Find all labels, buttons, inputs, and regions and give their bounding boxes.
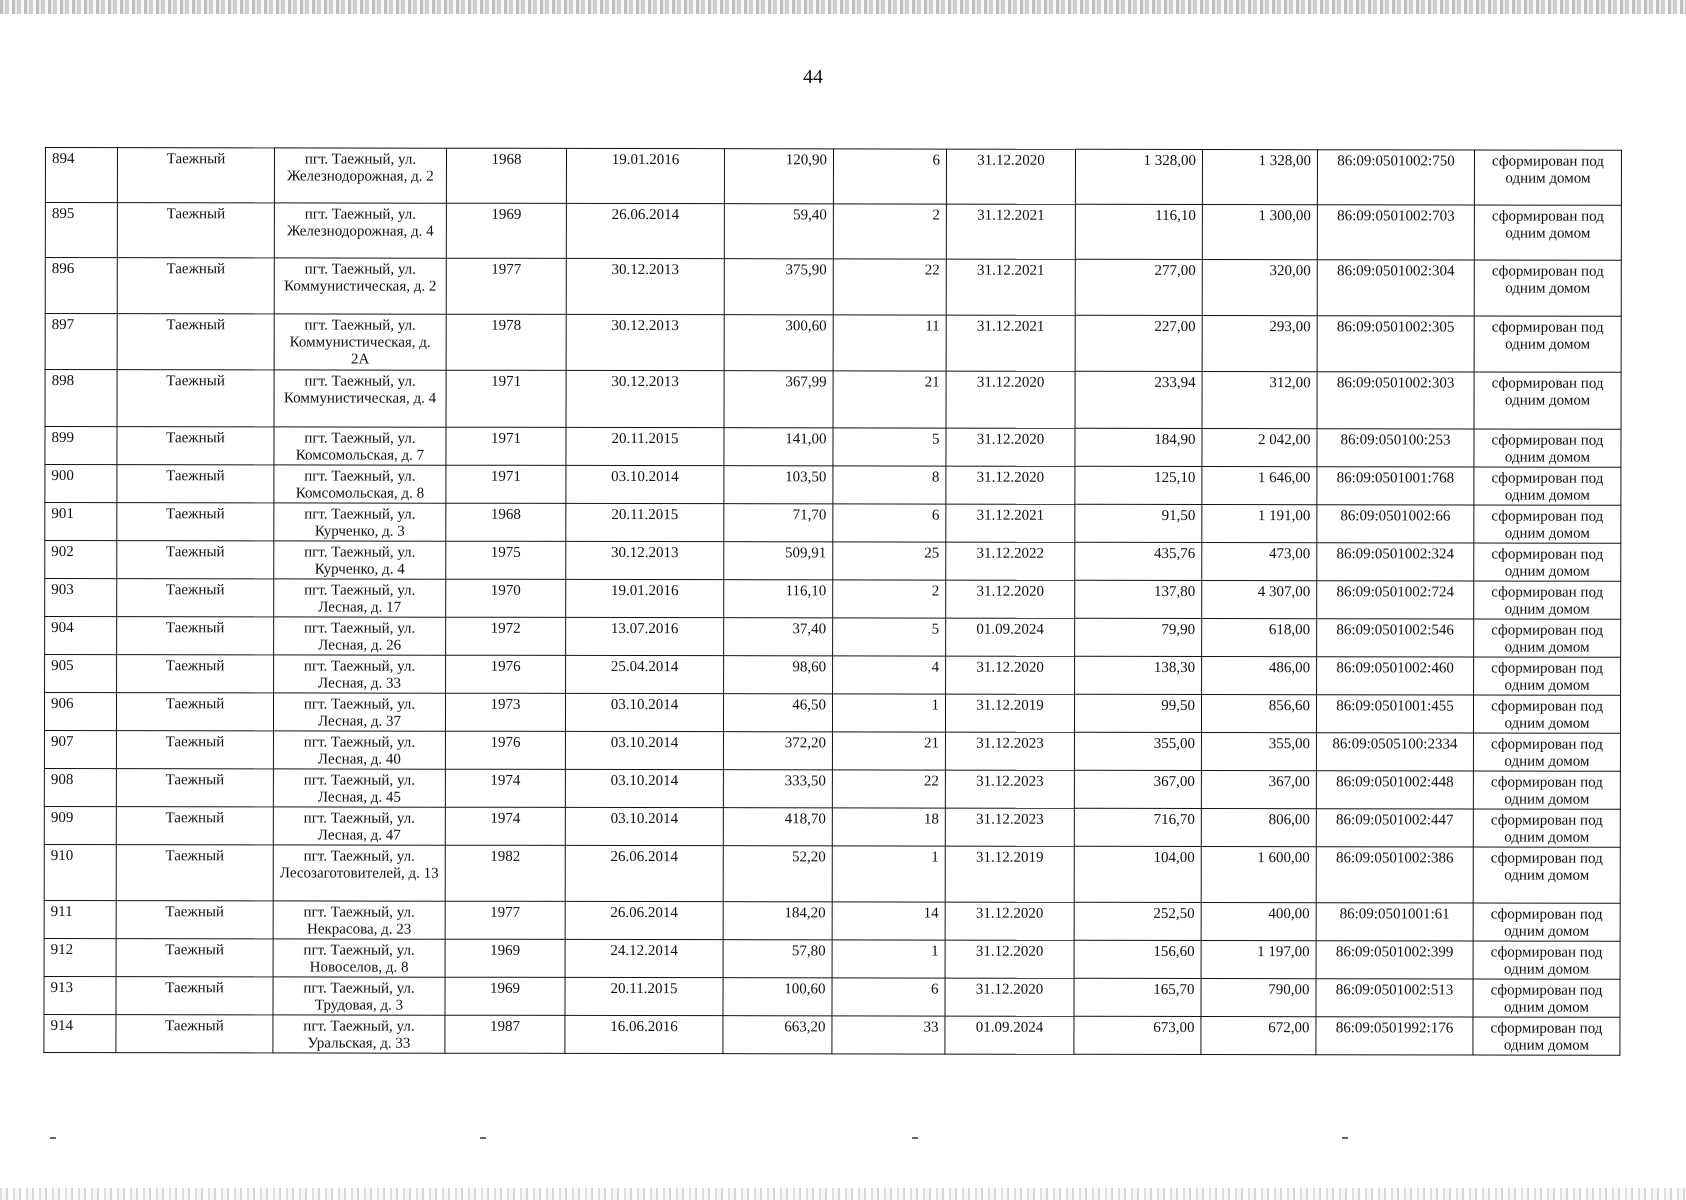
- note-cell: сформирован под одним домом: [1473, 979, 1620, 1017]
- note-cell: сформирован под одним домом: [1474, 543, 1621, 581]
- area-cell: 509,91: [724, 542, 833, 580]
- year-cell: 1968: [446, 503, 566, 541]
- row-number: 903: [45, 579, 117, 617]
- row-number: 898: [45, 370, 117, 427]
- date-cell: 30.12.2013: [566, 370, 724, 427]
- row-number: 896: [45, 258, 117, 314]
- value1-cell: 79,90: [1075, 618, 1202, 656]
- scan-edge-top: [0, 0, 1686, 14]
- value1-cell: 138,30: [1075, 656, 1202, 694]
- value2-cell: 856,60: [1201, 695, 1316, 733]
- cadastral-number-cell: 86:09:0501001:455: [1316, 695, 1473, 733]
- row-number: 902: [45, 541, 117, 579]
- area-cell: 46,50: [723, 694, 832, 732]
- cadastral-number-cell: 86:09:0501002:750: [1317, 150, 1474, 205]
- year-cell: 1970: [446, 579, 566, 617]
- note-cell: сформирован под одним домом: [1474, 505, 1621, 543]
- note-cell: сформирован под одним домом: [1474, 467, 1621, 505]
- year-cell: 1987: [445, 1015, 565, 1053]
- row-number: 904: [45, 617, 117, 655]
- value1-cell: 227,00: [1075, 315, 1202, 371]
- cadastral-number-cell: 86:09:0501002:399: [1316, 941, 1473, 979]
- note-cell: сформирован под одним домом: [1474, 316, 1621, 372]
- date-cell: 26.06.2014: [566, 203, 724, 258]
- note-cell: сформирован под одним домом: [1474, 260, 1621, 316]
- residents-cell: 5: [833, 618, 946, 656]
- row-number: 913: [44, 976, 116, 1014]
- area-cell: 103,50: [724, 466, 833, 504]
- note-cell: сформирован под одним домом: [1473, 1017, 1620, 1055]
- planned-date-cell: 31.12.2020: [945, 940, 1074, 978]
- value1-cell: 99,50: [1074, 694, 1201, 732]
- page-number: 44: [803, 66, 823, 88]
- year-cell: 1974: [445, 807, 565, 845]
- planned-date-cell: 31.12.2020: [946, 428, 1075, 466]
- row-number: 908: [44, 768, 116, 806]
- address-cell: пгт. Таежный, ул. Лесная, д. 40: [273, 731, 445, 769]
- table-row: [44, 1014, 1620, 1055]
- address-cell: пгт. Таежный, ул. Коммунистическая, д. 2: [274, 258, 446, 314]
- year-cell: 1969: [446, 203, 566, 258]
- value1-cell: 104,00: [1074, 846, 1201, 902]
- value2-cell: 672,00: [1201, 1017, 1316, 1055]
- date-cell: 03.10.2014: [565, 807, 723, 845]
- note-cell: сформирован под одним домом: [1473, 695, 1620, 733]
- table-row: [45, 148, 1621, 206]
- cadastral-number-cell: 86:09:0501002:386: [1316, 847, 1473, 903]
- value1-cell: 277,00: [1075, 259, 1202, 315]
- row-number: 910: [44, 844, 116, 900]
- table-row: [44, 900, 1620, 941]
- row-number: 901: [45, 503, 117, 541]
- cadastral-number-cell: 86:09:0501001:768: [1317, 467, 1474, 505]
- area-cell: 120,90: [724, 149, 833, 204]
- value1-cell: 125,10: [1075, 466, 1202, 504]
- year-cell: 1975: [446, 541, 566, 579]
- value2-cell: 1 191,00: [1202, 505, 1317, 543]
- settlement-cell: Таежный: [116, 901, 273, 939]
- settlement-cell: Таежный: [117, 655, 274, 693]
- cadastral-number-cell: 86:09:0501002:724: [1317, 581, 1474, 619]
- row-number: 909: [44, 806, 116, 844]
- address-cell: пгт. Таежный, ул. Комсомольская, д. 7: [274, 427, 446, 465]
- value2-cell: 2 042,00: [1202, 429, 1317, 467]
- area-cell: 367,99: [724, 371, 833, 428]
- value2-cell: 486,00: [1202, 657, 1317, 695]
- value2-cell: 806,00: [1201, 809, 1316, 847]
- planned-date-cell: 31.12.2020: [945, 902, 1074, 940]
- table-row: [45, 655, 1621, 696]
- table-row: [44, 938, 1620, 979]
- scan-mark: [1342, 1137, 1348, 1139]
- date-cell: 03.10.2014: [565, 731, 723, 769]
- planned-date-cell: 31.12.2022: [946, 542, 1075, 580]
- settlement-cell: Таежный: [116, 731, 273, 769]
- cadastral-number-cell: 86:09:0501002:447: [1316, 809, 1473, 847]
- cadastral-number-cell: 86:09:050100:253: [1317, 429, 1474, 467]
- value2-cell: 355,00: [1201, 733, 1316, 771]
- settlement-cell: Таежный: [116, 845, 273, 901]
- date-cell: 30.12.2013: [566, 541, 724, 579]
- address-cell: пгт. Таежный, ул. Лесозаготовителей, д. 13: [273, 845, 445, 901]
- area-cell: 59,40: [724, 204, 833, 259]
- planned-date-cell: 01.09.2024: [946, 618, 1075, 656]
- row-number: 894: [45, 148, 117, 203]
- residents-cell: 2: [833, 204, 946, 259]
- residents-cell: 11: [833, 315, 946, 371]
- value2-cell: 1 600,00: [1201, 847, 1316, 903]
- area-cell: 57,80: [723, 940, 832, 978]
- address-cell: пгт. Таежный, ул. Комсомольская, д. 8: [274, 465, 446, 503]
- settlement-cell: Таежный: [117, 148, 274, 203]
- table-row: [45, 579, 1621, 620]
- settlement-cell: Таежный: [117, 203, 274, 258]
- address-cell: пгт. Таежный, ул. Лесная, д. 45: [273, 769, 445, 807]
- area-cell: 184,20: [723, 902, 832, 940]
- cadastral-number-cell: 86:09:0501002:513: [1316, 979, 1473, 1017]
- note-cell: сформирован под одним домом: [1473, 847, 1620, 903]
- year-cell: 1971: [446, 427, 566, 465]
- residents-cell: 4: [833, 656, 946, 694]
- planned-date-cell: 31.12.2021: [946, 204, 1075, 259]
- planned-date-cell: 01.09.2024: [945, 1016, 1074, 1054]
- residents-cell: 6: [833, 504, 946, 542]
- row-number: 895: [45, 203, 117, 258]
- date-cell: 20.11.2015: [566, 503, 724, 541]
- note-cell: сформирован под одним домом: [1473, 771, 1620, 809]
- scan-mark: [912, 1137, 918, 1139]
- value2-cell: 618,00: [1202, 619, 1317, 657]
- planned-date-cell: 31.12.2021: [946, 259, 1075, 315]
- value1-cell: 1 328,00: [1075, 149, 1202, 204]
- year-cell: 1968: [446, 148, 566, 203]
- row-number: 911: [44, 900, 116, 938]
- planned-date-cell: 31.12.2019: [945, 694, 1074, 732]
- note-cell: сформирован под одним домом: [1474, 581, 1621, 619]
- settlement-cell: Таежный: [116, 807, 273, 845]
- address-cell: пгт. Таежный, ул. Трудовая, д. 3: [273, 977, 445, 1015]
- cadastral-number-cell: 86:09:0505100:2334: [1316, 733, 1473, 771]
- date-cell: 20.11.2015: [565, 977, 723, 1015]
- value1-cell: 367,00: [1074, 770, 1201, 808]
- residents-cell: 21: [833, 371, 946, 428]
- planned-date-cell: 31.12.2019: [945, 846, 1074, 902]
- value2-cell: 473,00: [1202, 543, 1317, 581]
- settlement-cell: Таежный: [116, 939, 273, 977]
- settlement-cell: Таежный: [117, 427, 274, 465]
- value2-cell: 367,00: [1201, 771, 1316, 809]
- settlement-cell: Таежный: [117, 258, 274, 314]
- planned-date-cell: 31.12.2023: [945, 808, 1074, 846]
- year-cell: 1971: [446, 370, 566, 427]
- area-cell: 98,60: [724, 656, 833, 694]
- table-row: [44, 806, 1620, 847]
- cadastral-number-cell: 86:09:0501992:176: [1316, 1017, 1473, 1055]
- registry-table: [43, 147, 1622, 1056]
- area-cell: 116,10: [724, 580, 833, 618]
- date-cell: 30.12.2013: [566, 314, 724, 370]
- cadastral-number-cell: 86:09:0501002:546: [1317, 619, 1474, 657]
- settlement-cell: Таежный: [116, 1015, 273, 1053]
- date-cell: 19.01.2016: [566, 579, 724, 617]
- table-row: [45, 203, 1621, 261]
- year-cell: 1969: [445, 939, 565, 977]
- address-cell: пгт. Таежный, ул. Новоселов, д. 8: [273, 939, 445, 977]
- row-number: 905: [45, 655, 117, 693]
- table-row: [45, 427, 1621, 468]
- row-number: 912: [44, 938, 116, 976]
- residents-cell: 14: [832, 902, 945, 940]
- note-cell: сформирован под одним домом: [1474, 372, 1621, 429]
- year-cell: 1978: [446, 314, 566, 370]
- note-cell: сформирован под одним домом: [1474, 657, 1621, 695]
- year-cell: 1977: [445, 901, 565, 939]
- area-cell: 418,70: [723, 808, 832, 846]
- note-cell: сформирован под одним домом: [1473, 809, 1620, 847]
- value1-cell: 716,70: [1074, 808, 1201, 846]
- settlement-cell: Таежный: [116, 769, 273, 807]
- planned-date-cell: 31.12.2021: [946, 504, 1075, 542]
- residents-cell: 6: [833, 149, 946, 204]
- address-cell: пгт. Таежный, ул. Лесная, д. 37: [273, 693, 445, 731]
- area-cell: 333,50: [723, 770, 832, 808]
- value1-cell: 116,10: [1075, 204, 1202, 259]
- value1-cell: 252,50: [1074, 902, 1201, 940]
- value1-cell: 137,80: [1075, 580, 1202, 618]
- settlement-cell: Таежный: [117, 541, 274, 579]
- row-number: 900: [45, 465, 117, 503]
- note-cell: сформирован под одним домом: [1473, 941, 1620, 979]
- area-cell: 300,60: [724, 315, 833, 371]
- cadastral-number-cell: 86:09:0501002:460: [1317, 657, 1474, 695]
- table-row: [45, 503, 1621, 544]
- row-number: 897: [45, 314, 117, 370]
- row-number: 907: [44, 731, 116, 769]
- value2-cell: 312,00: [1202, 372, 1317, 429]
- value2-cell: 1 300,00: [1202, 205, 1317, 260]
- address-cell: пгт. Таежный, ул. Железнодорожная, д. 4: [274, 203, 446, 258]
- note-cell: сформирован под одним домом: [1474, 429, 1621, 467]
- value2-cell: 4 307,00: [1202, 581, 1317, 619]
- value1-cell: 165,70: [1074, 978, 1201, 1016]
- year-cell: 1974: [445, 769, 565, 807]
- value1-cell: 233,94: [1075, 371, 1202, 428]
- date-cell: 19.01.2016: [566, 148, 724, 203]
- table-row: [45, 465, 1621, 506]
- scan-mark: [480, 1137, 486, 1139]
- date-cell: 25.04.2014: [566, 655, 724, 693]
- cadastral-number-cell: 86:09:0501002:304: [1317, 260, 1474, 316]
- planned-date-cell: 31.12.2020: [946, 466, 1075, 504]
- address-cell: пгт. Таежный, ул. Курченко, д. 4: [274, 541, 446, 579]
- address-cell: пгт. Таежный, ул. Уральская, д. 33: [273, 1015, 445, 1053]
- row-number: 906: [44, 693, 116, 731]
- planned-date-cell: 31.12.2020: [945, 978, 1074, 1016]
- planned-date-cell: 31.12.2020: [946, 656, 1075, 694]
- note-cell: сформирован под одним домом: [1473, 733, 1620, 771]
- settlement-cell: Таежный: [117, 370, 274, 427]
- residents-cell: 22: [832, 770, 945, 808]
- row-number: 899: [45, 427, 117, 465]
- planned-date-cell: 31.12.2020: [946, 371, 1075, 428]
- note-cell: сформирован под одним домом: [1474, 205, 1621, 260]
- planned-date-cell: 31.12.2020: [946, 580, 1075, 618]
- address-cell: пгт. Таежный, ул. Курченко, д. 3: [274, 503, 446, 541]
- table-row: [44, 768, 1620, 809]
- residents-cell: 25: [833, 542, 946, 580]
- year-cell: 1977: [446, 258, 566, 314]
- settlement-cell: Таежный: [117, 503, 274, 541]
- value1-cell: 184,90: [1075, 428, 1202, 466]
- year-cell: 1969: [445, 977, 565, 1015]
- table-row: [45, 258, 1621, 317]
- date-cell: 20.11.2015: [566, 427, 724, 465]
- settlement-cell: Таежный: [117, 465, 274, 503]
- area-cell: 100,60: [723, 978, 832, 1016]
- planned-date-cell: 31.12.2023: [945, 732, 1074, 770]
- date-cell: 30.12.2013: [566, 258, 724, 314]
- residents-cell: 2: [833, 580, 946, 618]
- cadastral-number-cell: 86:09:0501002:448: [1316, 771, 1473, 809]
- date-cell: 16.06.2016: [565, 1015, 723, 1053]
- year-cell: 1976: [446, 655, 566, 693]
- date-cell: 26.06.2014: [565, 901, 723, 939]
- value1-cell: 673,00: [1074, 1016, 1201, 1054]
- date-cell: 03.10.2014: [565, 693, 723, 731]
- address-cell: пгт. Таежный, ул. Лесная, д. 33: [274, 655, 446, 693]
- area-cell: 52,20: [723, 846, 832, 902]
- residents-cell: 21: [832, 732, 945, 770]
- date-cell: 13.07.2016: [566, 617, 724, 655]
- value2-cell: 400,00: [1201, 903, 1316, 941]
- area-cell: 372,20: [723, 732, 832, 770]
- cadastral-number-cell: 86:09:0501002:703: [1317, 205, 1474, 260]
- value2-cell: 790,00: [1201, 979, 1316, 1017]
- address-cell: пгт. Таежный, ул. Железнодорожная, д. 2: [274, 148, 446, 203]
- address-cell: пгт. Таежный, ул. Некрасова, д. 23: [273, 901, 445, 939]
- date-cell: 26.06.2014: [565, 845, 723, 901]
- table-row: [44, 844, 1620, 903]
- value1-cell: 91,50: [1075, 504, 1202, 542]
- date-cell: 24.12.2014: [565, 939, 723, 977]
- date-cell: 03.10.2014: [566, 465, 724, 503]
- table-row: [45, 617, 1621, 658]
- planned-date-cell: 31.12.2023: [945, 770, 1074, 808]
- cadastral-number-cell: 86:09:0501001:61: [1316, 903, 1473, 941]
- area-cell: 663,20: [723, 1016, 832, 1054]
- table-row: [45, 370, 1621, 430]
- value1-cell: 156,60: [1074, 940, 1201, 978]
- value2-cell: 1 328,00: [1202, 150, 1317, 205]
- residents-cell: 1: [832, 940, 945, 978]
- residents-cell: 8: [833, 466, 946, 504]
- area-cell: 375,90: [724, 259, 833, 315]
- residents-cell: 1: [832, 846, 945, 902]
- area-cell: 141,00: [724, 428, 833, 466]
- year-cell: 1971: [446, 465, 566, 503]
- scan-mark: [50, 1137, 56, 1139]
- planned-date-cell: 31.12.2020: [946, 149, 1075, 204]
- cadastral-number-cell: 86:09:0501002:305: [1317, 316, 1474, 372]
- area-cell: 37,40: [724, 618, 833, 656]
- value1-cell: 355,00: [1074, 732, 1201, 770]
- value2-cell: 1 197,00: [1201, 941, 1316, 979]
- cadastral-number-cell: 86:09:0501002:324: [1317, 543, 1474, 581]
- residents-cell: 33: [832, 1016, 945, 1054]
- year-cell: 1976: [445, 731, 565, 769]
- registry-rows: [44, 148, 1622, 1056]
- settlement-cell: Таежный: [117, 314, 274, 370]
- residents-cell: 22: [833, 259, 946, 315]
- address-cell: пгт. Таежный, ул. Коммунистическая, д. 2А: [274, 314, 446, 370]
- table-row: [44, 976, 1620, 1017]
- residents-cell: 18: [832, 808, 945, 846]
- date-cell: 03.10.2014: [565, 769, 723, 807]
- planned-date-cell: 31.12.2021: [946, 315, 1075, 371]
- note-cell: сформирован под одним домом: [1474, 150, 1621, 205]
- value2-cell: 1 646,00: [1202, 467, 1317, 505]
- value2-cell: 320,00: [1202, 260, 1317, 316]
- year-cell: 1982: [445, 845, 565, 901]
- row-number: 914: [44, 1014, 116, 1052]
- scan-edge-bottom: [0, 1188, 1686, 1200]
- address-cell: пгт. Таежный, ул. Лесная, д. 17: [274, 579, 446, 617]
- address-cell: пгт. Таежный, ул. Лесная, д. 26: [274, 617, 446, 655]
- settlement-cell: Таежный: [117, 579, 274, 617]
- address-cell: пгт. Таежный, ул. Лесная, д. 47: [273, 807, 445, 845]
- cadastral-number-cell: 86:09:0501002:66: [1317, 505, 1474, 543]
- residents-cell: 5: [833, 428, 946, 466]
- table-row: [45, 314, 1621, 373]
- table-row: [44, 693, 1620, 734]
- note-cell: сформирован под одним домом: [1473, 903, 1620, 941]
- address-cell: пгт. Таежный, ул. Коммунистическая, д. 4: [274, 370, 446, 427]
- note-cell: сформирован под одним домом: [1474, 619, 1621, 657]
- residents-cell: 1: [832, 694, 945, 732]
- value2-cell: 293,00: [1202, 316, 1317, 372]
- table-row: [45, 541, 1621, 582]
- settlement-cell: Таежный: [117, 617, 274, 655]
- year-cell: 1972: [446, 617, 566, 655]
- table-row: [44, 731, 1620, 772]
- area-cell: 71,70: [724, 504, 833, 542]
- residents-cell: 6: [832, 978, 945, 1016]
- value1-cell: 435,76: [1075, 542, 1202, 580]
- settlement-cell: Таежный: [116, 693, 273, 731]
- settlement-cell: Таежный: [116, 977, 273, 1015]
- year-cell: 1973: [445, 693, 565, 731]
- cadastral-number-cell: 86:09:0501002:303: [1317, 372, 1474, 429]
